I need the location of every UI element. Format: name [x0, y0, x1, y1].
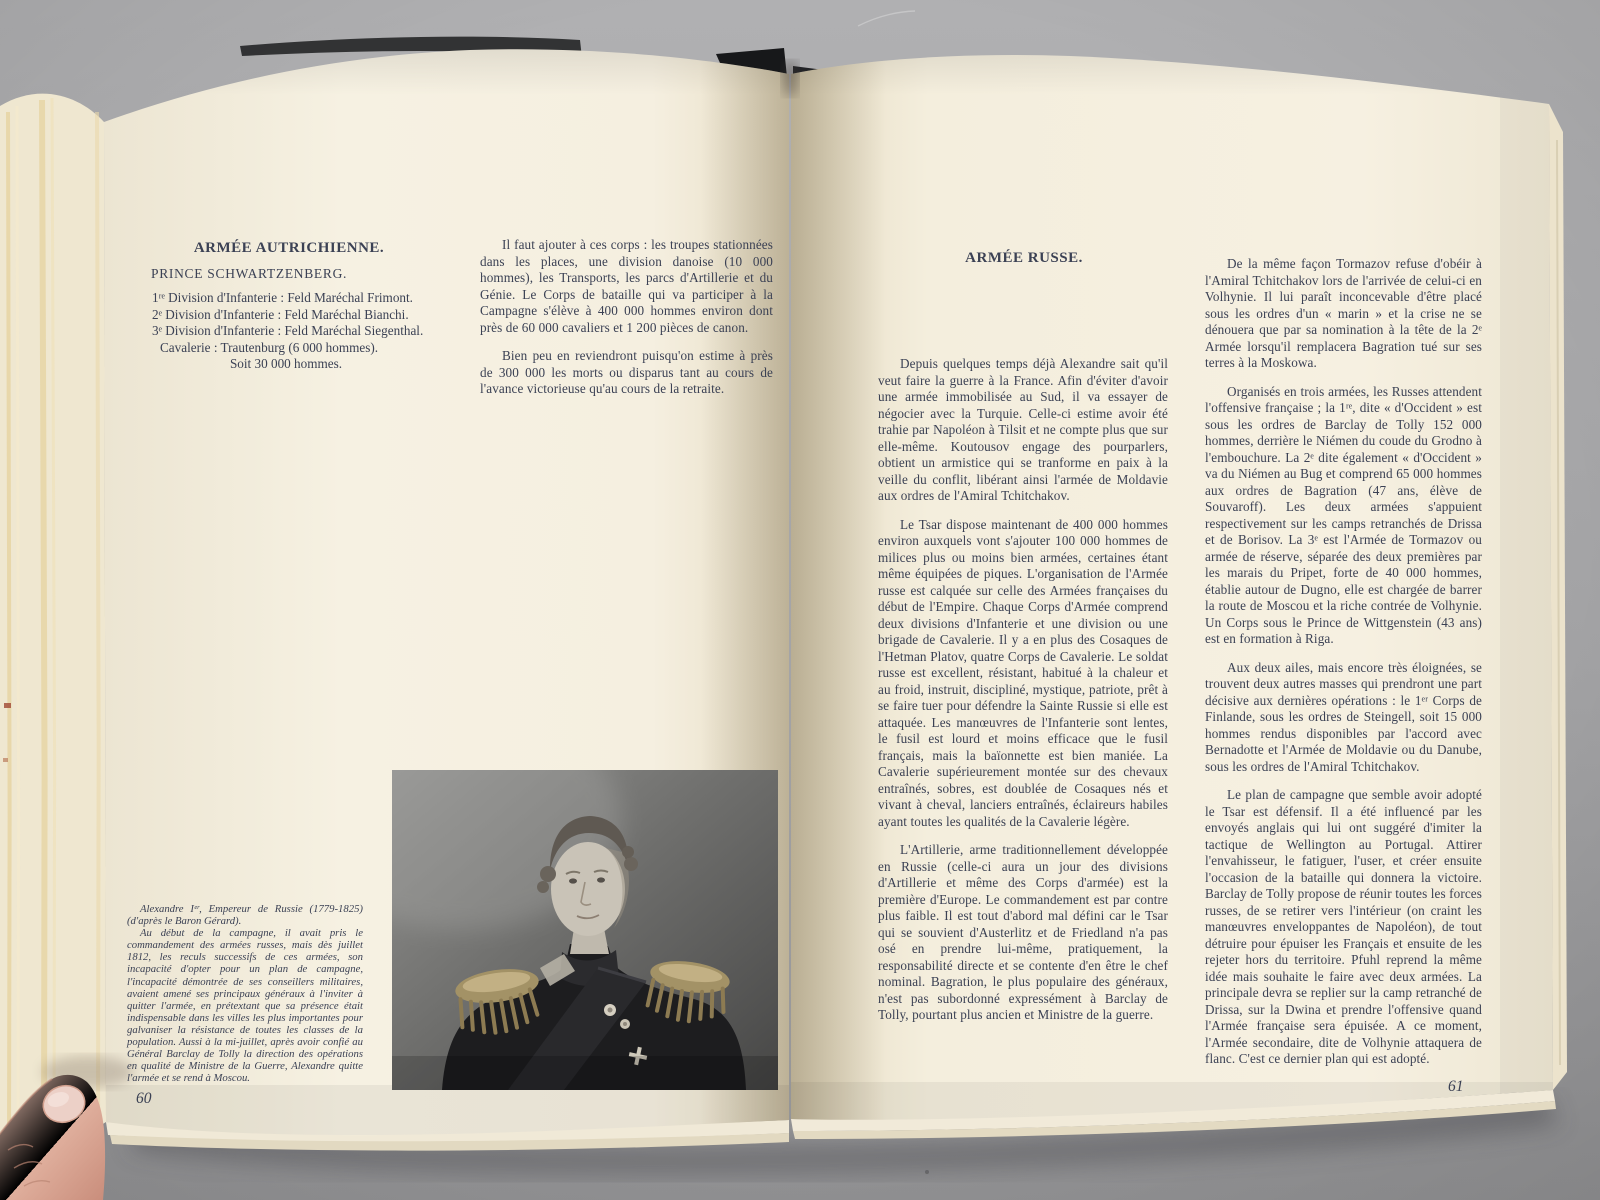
order-of-battle-item: 3ᵉ Division d'Infanterie : Feld Maréchal Siegenthal. — [152, 323, 424, 339]
order-of-battle-total: Soit 30 000 hommes. — [229, 356, 343, 372]
portrait-caption — [127, 903, 363, 1084]
order-of-battle-item: 1ʳᵉ Division d'Infanterie : Feld Maréchal Frimont. — [152, 290, 413, 305]
paragraph: L'Artillerie, arme traditionnellement développée en Russie (celle-ci aura un jour des divisions d'Artillerie et même des Corps d'armée) est la première d'Europe. Le commandement est par contre plus faible. Il est tout d'abord mal défini car le Tsar qui se souvient d'Austerlitz et de Friedland n'a pas osé en prendre lui-même, pratiquement, la responsabilité directe et se contente d'en être le chef nominal. Bagration, le plus populaire des généraux, n'est pas subordonné expressément à Barclay de Tolly, pourtant plus ancien et Ministre de la guerre. — [878, 842, 1168, 1022]
paragraph: Bien peu en reviendront puisqu'on estime à près de 300 000 les morts ou disparus tant au cours de l'avance victorieuse qu'au cours de la retraite. — [480, 348, 773, 396]
order-of-battle-item: 2ᵉ Division d'Infanterie : Feld Maréchal Bianchi. — [152, 306, 409, 322]
right-page-column-1 — [878, 356, 1168, 1036]
paragraph: Organisés en trois armées, les Russes attendent l'offensive française ; la 1ʳᵉ, dite « d'Occident » est sous les ordres de Barclay de Tolly 152 000 hommes, derrière le Niémen du coude du Grodno à l'embouchure. La 2ᵉ dite également « d'Occident » va du Niémen au Bug et comprend 65 000 hommes aux ordres de Bagration (47 ans, élève de Souvaroff). Les deux armées s'appuient respectivement sur les camps retranchés de Drissa et de Borisov. La 3ᵉ est l'Armée de Tormazov ou armée de réserve, séparée des deux premières par les marais du Pripet, forte de 40 000 hommes, établie autour de Dugno, elle est chargée de barrer la route de Moscou et la riche contrée de Volhynie. Un Corps sous le Prince de Wittgenstein (43 ans) est en formation à Riga. — [1205, 383, 1482, 646]
section-heading-russian-army: ARMÉE RUSSE. — [965, 250, 1083, 266]
section-heading-austrian-army: ARMÉE AUTRICHIENNE. — [193, 240, 385, 256]
page-stack-left — [0, 94, 106, 1164]
order-of-battle-list — [132, 290, 440, 373]
paragraph: Aux deux ailes, mais encore très éloignées, se trouvent deux autres masses qui prendront une part décisive aux dernières opérations : le 1ᵉʳ Corps de Finlande, sous les ordres de Steingell, soit 15 000 hommes rendus disponibles par l'accord avec Bernadotte et l'Armée de Moldavie ou du Danube, sous les ordres de l'Amiral Tchitchakov. — [1205, 659, 1482, 774]
page-number-left: 60 — [136, 1090, 152, 1107]
paragraph: Le Tsar dispose maintenant de 400 000 hommes environ auxquels vont s'ajouter 100 000 hommes de milices plus ou moins bien armées, certaines étant même équipées de piques. L'organisation de l'Armée russe est calquée sur celle des Armées françaises du début de l'Empire. Chaque Corps d'Armée comprend deux divisions d'Infanterie et une division ou une brigade de Cavalerie. Il y a en plus des Cosaques de l'Hetman Platov, quatre Corps de Cavalerie. Le soldat russe est excellent, résistant, habitué à la chaleur et au froid, instruit, discipliné, mystique, patriote, prêt à se faire tuer pour défendre la Sainte Russie si elle est attaquée. Les manœuvres de l'Infanterie sont lentes, le fusil est lourd et moins efficace que le fusil français, mais la baïonnette est bien maniée. La Cavalerie supérieurement montée sur des chevaux entraînés, sobres, est doublée de Cosaques nés et vivant à cheval, lanciers entraînés, éclaireurs habiles ayant toutes les qualités de la Cavalerie légère. — [878, 516, 1168, 829]
paragraph: Le plan de campagne que semble avoir adopté le Tsar est défensif. Il a été influencé par les envoyés anglais qui lui ont suggéré d'imiter la tactique de Wellington au Portugal. Attirer l'envahisseur, le fatiguer, l'user, et créer ensuite l'occasion de la bataille qui donnera la victoire. Barclay de Tolly propose de réunir toutes les forces russes, de se retirer vers l'intérieur (on craint les manœuvres enveloppantes de Napoléon), de tout détruire pour épuiser les Français et ensuite de les rejeter hors du territoire. Pfuhl reprend la même idée mais souhaite le faire avec deux armées. La principale devra se replier sur la camp retranché de Drissa, sur la Dwina et prendre l'offensive quand l'Armée française sera épuisée. A ce moment, l'Armée secondaire, dite de Volhynie attaquera de flanc. C'est ce dernier plan qui est adopté. — [1205, 787, 1482, 1066]
portrait-caption-body: Au début de la campagne, il avait pris le commandement des armées russes, mais dès juillet 1812, les reculs successifs de ces armées, son incapacité d'opter pour un plan de campagne, l'incapacité démontrée de ses conseillers militaires, avaient amené ses principaux généraux à l'inviter à quitter l'armée, en prétextant que sa présence était indispensable dans les villes les plus importantes pour galvaniser la résistance de toutes les classes de la population. Aussi à la mi-juillet, après avoir confié au Général Barclay de Tolly la direction des opérations en qualité de Ministre de la Guerre, Alexandre quitte l'armée et se rend à Moscou. — [127, 927, 363, 1085]
paragraph: De la même façon Tormazov refuse d'obéir à l'Amiral Tchitchakov lors de l'arrivée de celui-ci en Volhynie. Il lui paraît inconcevable d'être placé sous les ordres d'un « marin » et la crise ne se dénouera que par sa nomination à la tête de la 2ᵉ Armée lorsqu'il remplacera Bagration tué sur ses terres à la Moskowa. — [1205, 256, 1482, 370]
right-page-column-2 — [1205, 256, 1482, 1080]
paragraph: Depuis quelques temps déjà Alexandre sait qu'il veut faire la guerre à la France. Afin d'éviter d'avoir une armée immobilisée au Sud, il va essayer de négocier avec la Turquie. Celle-ci estime avoir été trahie par Napoléon à Tilsit et ne compte plus que sur elle-même. Koutousov engage des pourparlers, obtient un armistice qui se tranforme en paix à la veille du conflit, libérant ainsi l'armée de Moldavie aux ordres de l'Amiral Tchitchakov. — [878, 356, 1168, 503]
portrait-caption-title: Alexandre Iᵉʳ, Empereur de Russie (1779-1825) (d'après le Baron Gérard). — [127, 903, 363, 928]
page-number-right: 61 — [1448, 1078, 1464, 1095]
commander-line: PRINCE SCHWARTZENBERG. — [151, 266, 348, 281]
order-of-battle-item: Cavalerie : Trautenburg (6 000 hommes). — [160, 339, 379, 355]
paragraph: Il faut ajouter à ces corps : les troupes stationnées dans les places, une division danoise (10 000 hommes), les Transports, les parcs d'Artillerie et du Génie. Le Corps de bataille qui va participer à la Campagne s'élève à 400 000 hommes environ dont près de 60 000 cavaliers et 1 200 pièces de canon. — [480, 237, 773, 335]
left-page-text-column — [480, 237, 773, 410]
